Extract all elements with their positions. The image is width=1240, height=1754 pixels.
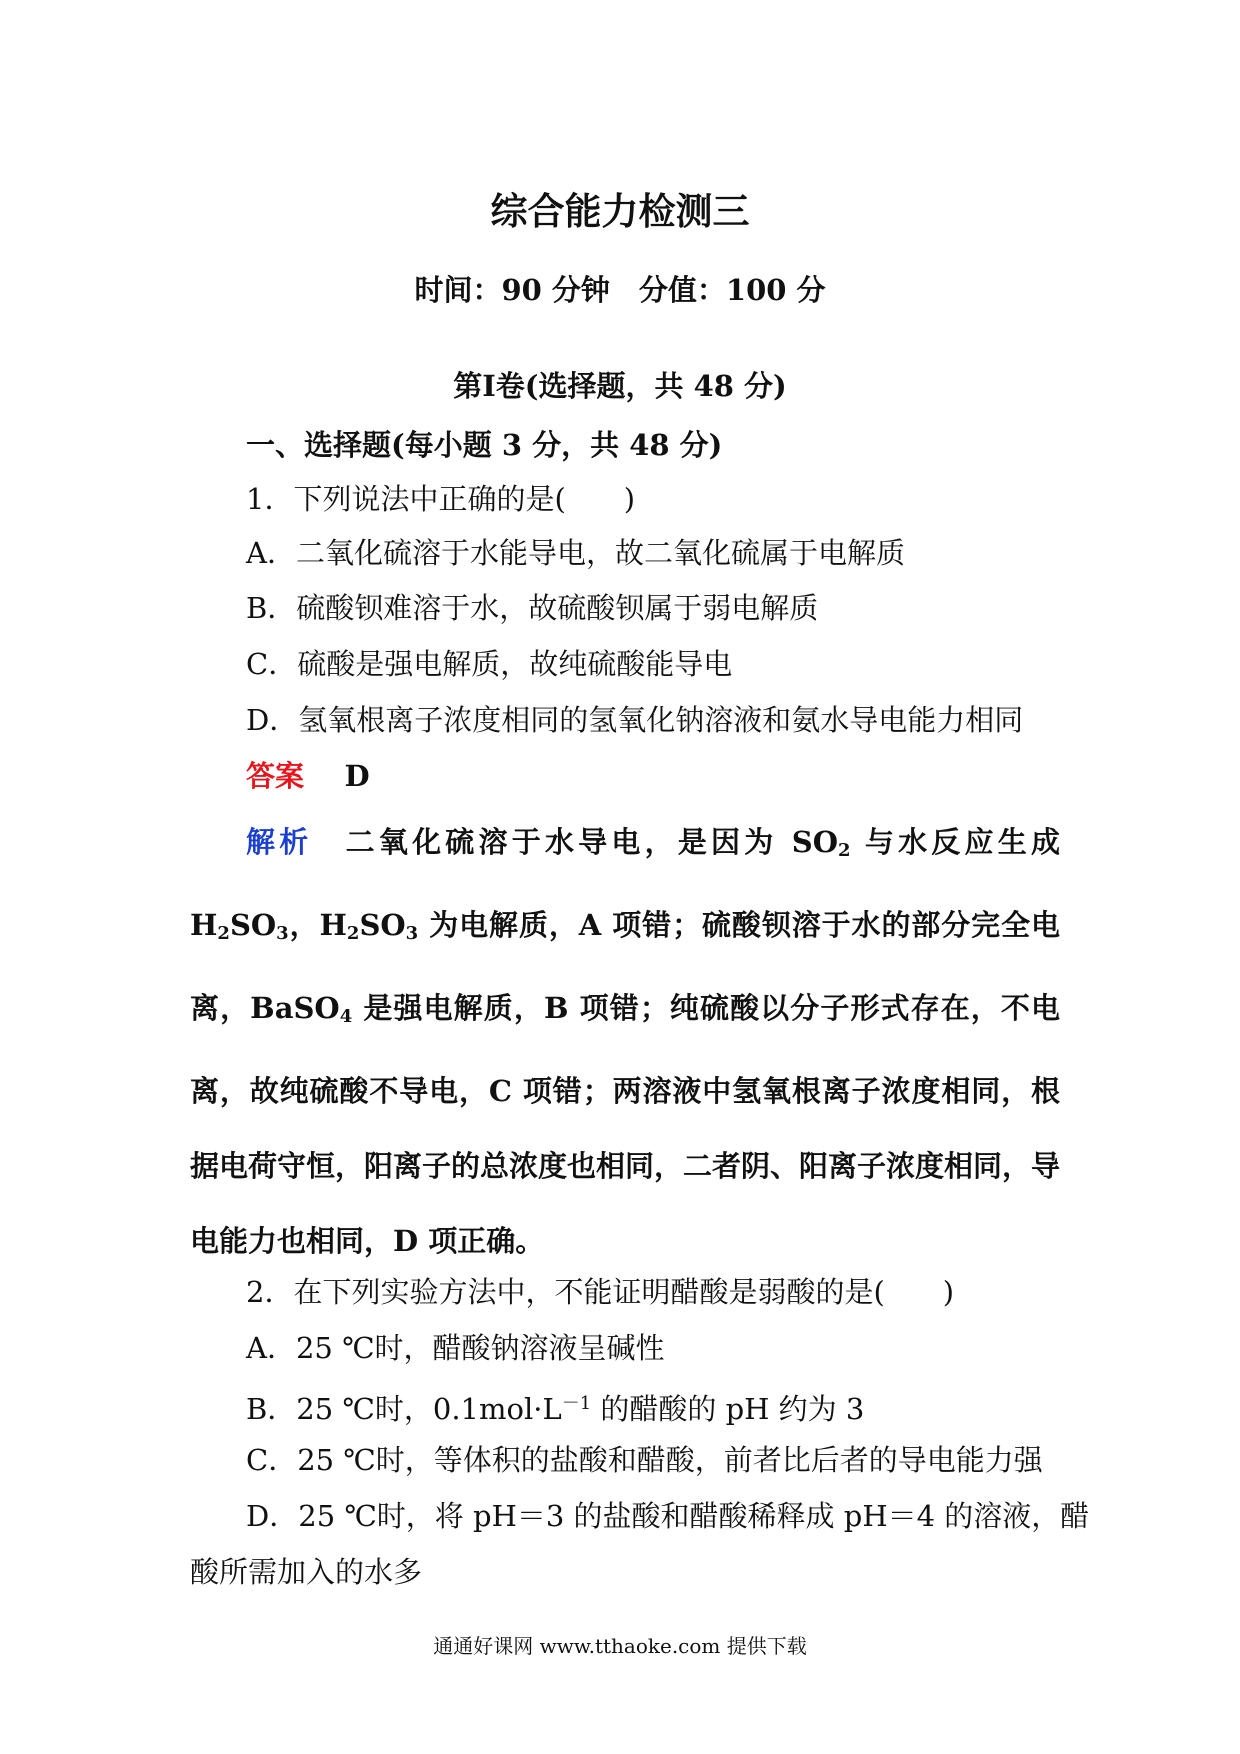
analysis-sub: 2	[217, 923, 230, 944]
analysis-text: 与水反应生成 H	[190, 825, 1060, 942]
analysis-text: ，H	[288, 908, 347, 942]
footer: 通通好课网 www.tthaoke.com 提供下载	[433, 1634, 807, 1658]
q1-stem: 1．下列说法中正确的是( )	[246, 482, 636, 516]
q2-option-c: C．25 ℃时，等体积的盐酸和醋酸，前者比后者的导电能力强	[246, 1443, 1043, 1477]
q1-analysis	[190, 805, 1060, 1279]
q1-option-a: A．二氧化硫溶于水能导电，故二氧化硫属于电解质	[246, 536, 905, 570]
analysis-sub: 3	[276, 923, 289, 944]
analysis-text: 是强电解质，B 项错；纯硫酸以分子形式存在，不电离，故纯硫酸不导电，C 项错；两溶液中氢氧根离子浓度相同，根据电荷守恒，阳离子的总浓度也相同，二者阴、阳离子浓度相同，导电能力也相同，D 项正确。	[190, 991, 1061, 1258]
analysis-sub: 3	[405, 923, 419, 944]
q2-option-d: D．25 ℃时，将 pH＝3 的盐酸和醋酸稀释成 pH＝4 的溶液，醋	[246, 1499, 1090, 1533]
part-title: 一、选择题(每小题 3 分，共 48 分)	[246, 428, 723, 462]
answer-value: D	[344, 759, 370, 793]
analysis-text: SO	[229, 908, 277, 942]
q2-stem: 2．在下列实验方法中，不能证明醋酸是弱酸的是( )	[246, 1275, 955, 1309]
option-b-text: B．25 ℃时，0.1mol·L	[246, 1392, 562, 1426]
page-title: 综合能力检测三	[490, 189, 750, 233]
analysis-text: 二氧化硫溶于水导电，是因为 SO	[345, 825, 839, 859]
q1-option-b: B．硫酸钡难溶于水，故硫酸钡属于弱电解质	[246, 591, 819, 625]
analysis-sub: 4	[339, 1006, 353, 1027]
q2-option-a: A．25 ℃时，醋酸钠溶液呈碱性	[246, 1331, 665, 1365]
q1-option-c: C．硫酸是强电解质，故纯硫酸能导电	[246, 647, 733, 681]
exam-meta: 时间：90 分钟 分值：100 分	[414, 273, 826, 307]
answer-label: 答案	[246, 759, 305, 793]
option-b-text: 的醋酸的 pH 约为 3	[591, 1392, 865, 1426]
section-title: 第Ⅰ卷(选择题，共 48 分)	[453, 369, 787, 403]
q1-option-d: D．氢氧根离子浓度相同的氢氧化钠溶液和氨水导电能力相同	[246, 703, 1024, 737]
analysis-text: 为电解质，A 项错；硫酸钡溶于水的部分完全电离，BaSO	[190, 908, 1060, 1025]
q2-option-d-cont: 酸所需加入的水多	[190, 1555, 423, 1589]
q2-option-b	[246, 1386, 864, 1427]
analysis-sub: 2	[838, 840, 851, 861]
analysis-text: SO	[359, 908, 406, 942]
analysis-label: 解析	[246, 825, 313, 859]
analysis-sub: 2	[346, 923, 360, 944]
q1-answer	[246, 758, 370, 794]
option-b-sup: －1	[561, 1393, 592, 1414]
